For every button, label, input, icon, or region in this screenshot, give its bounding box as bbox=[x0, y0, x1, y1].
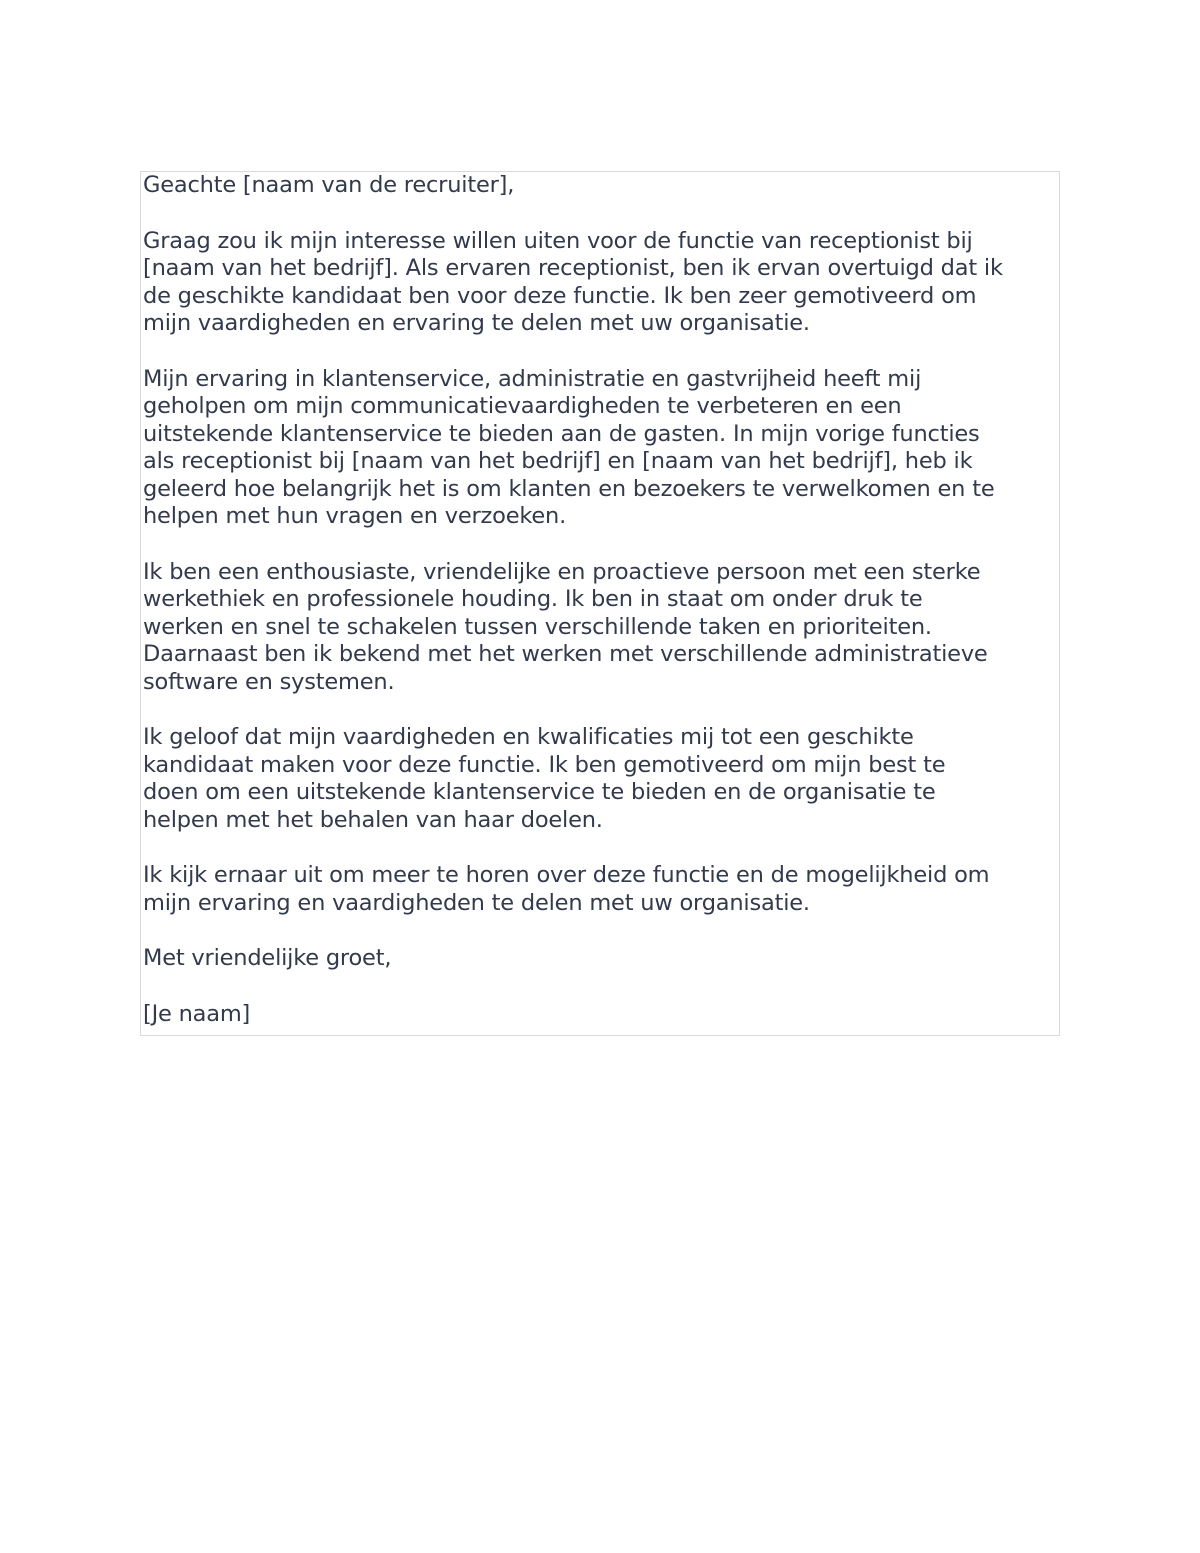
closing: Met vriendelijke groet, bbox=[143, 945, 392, 971]
paragraph-spacer bbox=[143, 531, 1059, 559]
paragraph-5 bbox=[143, 862, 1059, 917]
paragraph-line: de geschikte kandidaat ben voor deze functie. Ik ben zeer gemotiveerd om bbox=[143, 282, 977, 309]
paragraph-line: als receptionist bij [naam van het bedrijf] en [naam van het bedrijf], heb ik bbox=[143, 448, 973, 474]
paragraph-line: geleerd hoe belangrijk het is om klanten en bezoekers te verwelkomen en te bbox=[143, 475, 995, 502]
paragraph-line: Ik ben een enthousiaste, vriendelijke en proactieve persoon met een sterke bbox=[143, 558, 981, 585]
paragraph-line: mijn ervaring en vaardigheden te delen met uw organisatie. bbox=[143, 889, 810, 916]
paragraph-line: doen om een uitstekende klantenservice te bieden en de organisatie te bbox=[143, 779, 936, 805]
paragraph-4 bbox=[143, 724, 1059, 834]
paragraph-spacer bbox=[143, 834, 1059, 862]
paragraph-spacer bbox=[143, 973, 1059, 1001]
paragraph-spacer bbox=[143, 200, 1059, 228]
paragraph-spacer bbox=[143, 917, 1059, 945]
paragraph-line: Ik geloof dat mijn vaardigheden en kwalificaties mij tot een geschikte bbox=[143, 724, 914, 750]
paragraph-line: Graag zou ik mijn interesse willen uiten voor de functie van receptionist bij bbox=[143, 227, 973, 254]
paragraph-2 bbox=[143, 366, 1059, 531]
paragraph-line: werkethiek en professionele houding. Ik ben in staat om onder druk te bbox=[143, 586, 923, 612]
paragraph-line: Daarnaast ben ik bekend met het werken met verschillende administratieve bbox=[143, 641, 988, 667]
signature: [Je naam] bbox=[143, 1000, 251, 1027]
paragraph-1 bbox=[143, 228, 1059, 338]
paragraph-line: software en systemen. bbox=[143, 668, 395, 695]
paragraph-line: Ik kijk ernaar uit om meer te horen over deze functie en de mogelijkheid om bbox=[143, 862, 990, 888]
paragraph-line: uitstekende klantenservice te bieden aan de gasten. In mijn vorige functies bbox=[143, 420, 980, 447]
paragraph-3 bbox=[143, 559, 1059, 697]
paragraph-line: Mijn ervaring in klantenservice, administratie en gastvrijheid heeft mij bbox=[143, 365, 922, 392]
paragraph-line: helpen met hun vragen en verzoeken. bbox=[143, 503, 567, 529]
paragraph-line: [naam van het bedrijf]. Als ervaren receptionist, ben ik ervan overtuigd dat ik bbox=[143, 255, 1003, 281]
paragraph-line: geholpen om mijn communicatievaardigheden te verbeteren en een bbox=[143, 393, 902, 419]
paragraph-line: helpen met het behalen van haar doelen. bbox=[143, 806, 603, 833]
paragraph-spacer bbox=[143, 696, 1059, 724]
letter-text-box bbox=[140, 171, 1060, 1036]
paragraph-line: mijn vaardigheden en ervaring te delen met uw organisatie. bbox=[143, 310, 810, 336]
paragraph-line: kandidaat maken voor deze functie. Ik ben gemotiveerd om mijn best te bbox=[143, 751, 946, 778]
paragraph-line: werken en snel te schakelen tussen verschillende taken en prioriteiten. bbox=[143, 613, 932, 640]
paragraph-spacer bbox=[143, 338, 1059, 366]
salutation: Geachte [naam van de recruiter], bbox=[143, 172, 515, 198]
